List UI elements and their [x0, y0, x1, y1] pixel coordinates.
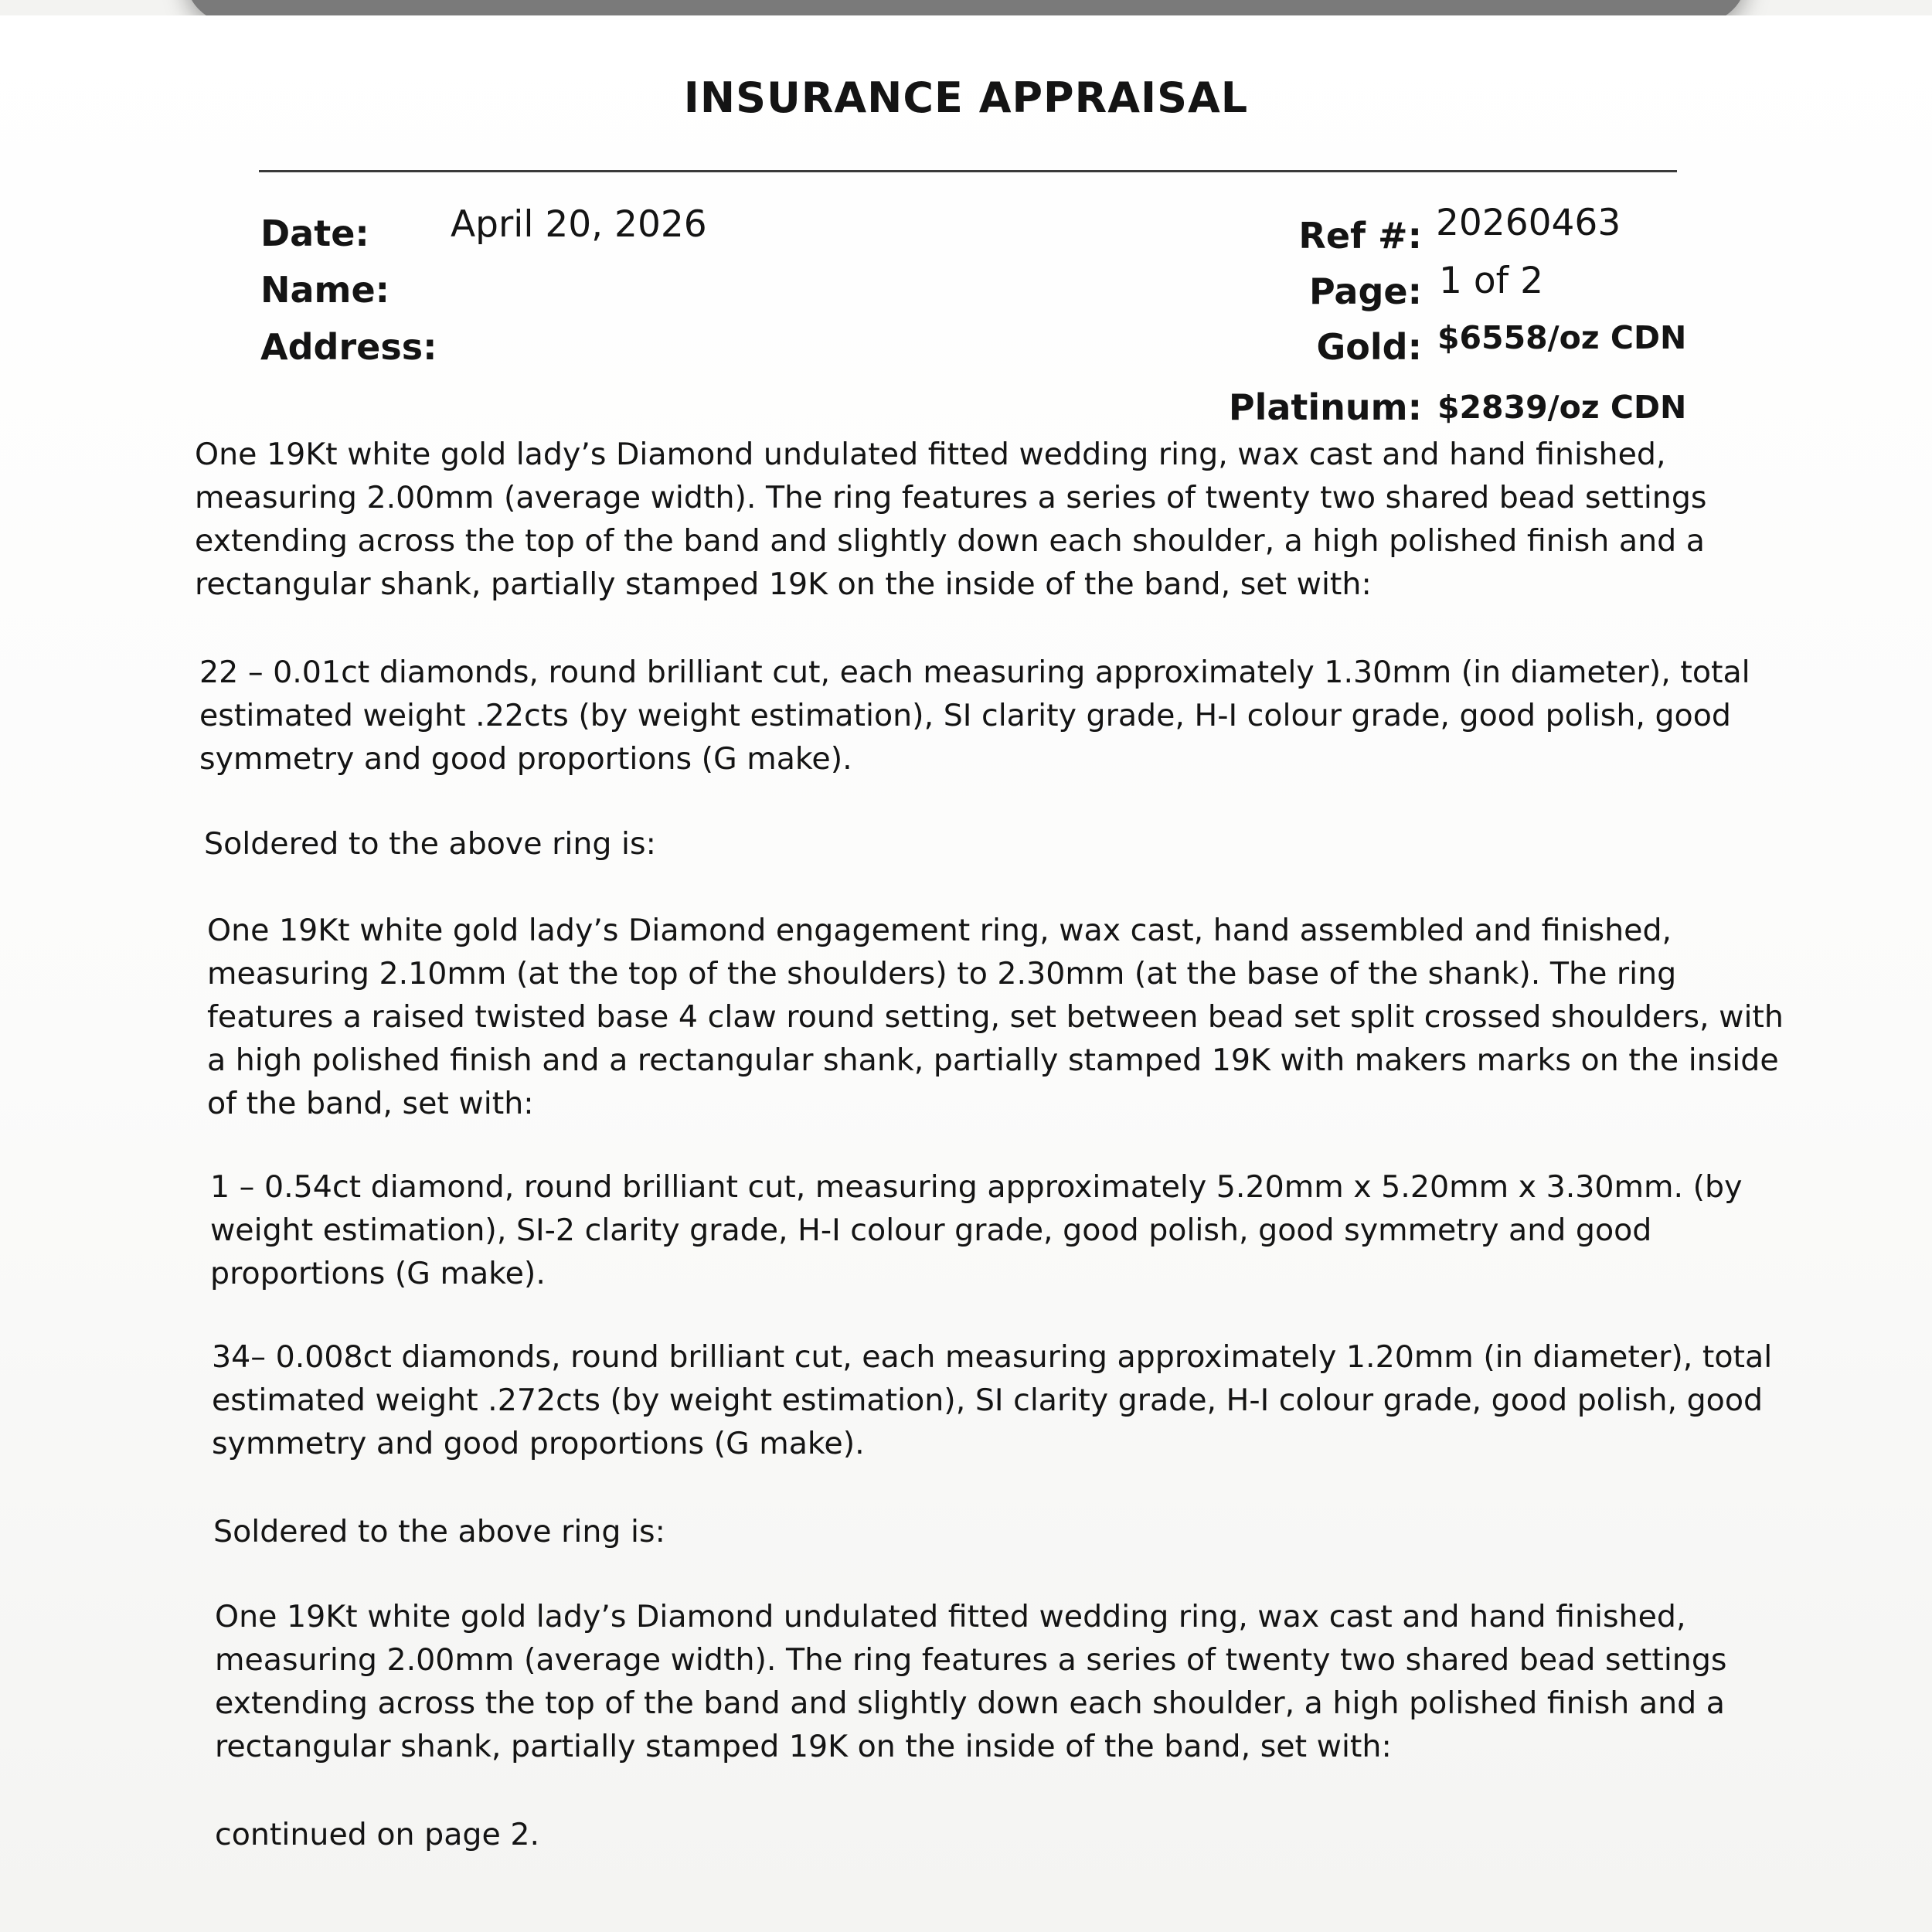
paragraph-line: proportions (G make). — [210, 1256, 546, 1291]
paragraph-line: Soldered to the above ring is: — [213, 1514, 665, 1549]
paragraph-line: estimated weight .22cts (by weight estimation), SI clarity grade, H-I colour grade, good polish, good — [199, 698, 1731, 733]
paragraph-line: continued on page 2. — [215, 1817, 540, 1852]
gold-price-value: $6558/oz CDN — [1437, 319, 1687, 356]
paragraph-line: 1 – 0.54ct diamond, round brilliant cut, measuring approximately 5.20mm x 5.20mm x 3.30mm. (by — [210, 1169, 1743, 1205]
paragraph-center-diamond — [210, 1165, 1818, 1295]
paragraph-line: One 19Kt white gold lady’s Diamond engagement ring, wax cast, hand assembled and finished, — [207, 913, 1672, 948]
paragraph-line: a high polished finish and a rectangular shank, partially stamped 19K with makers marks on the inside — [207, 1043, 1779, 1078]
paragraph-line: symmetry and good proportions (G make). — [199, 741, 852, 777]
paragraph-line: estimated weight .272cts (by weight estimation), SI clarity grade, H-I colour grade, good polish, good — [212, 1383, 1764, 1418]
paragraph-line: extending across the top of the band and slightly down each shoulder, a high polished finish and a — [215, 1685, 1725, 1721]
page-label: Page: — [1308, 270, 1422, 312]
ref-label: Ref #: — [1298, 215, 1422, 257]
platinum-label: Platinum: — [1228, 386, 1422, 428]
paragraph-continued — [215, 1813, 1822, 1856]
paragraph-line: One 19Kt white gold lady’s Diamond undulated fitted wedding ring, wax cast and hand finished, — [195, 437, 1666, 472]
gold-label: Gold: — [1316, 326, 1422, 368]
paragraph-line: rectangular shank, partially stamped 19K on the inside of the band, set with: — [215, 1729, 1392, 1764]
paragraph-line: measuring 2.00mm (average width). The ring features a series of twenty two shared bead settings — [215, 1642, 1727, 1678]
document-title: INSURANCE APPRAISAL — [683, 73, 1249, 122]
paragraph-line: rectangular shank, partially stamped 19K on the inside of the band, set with: — [195, 566, 1372, 602]
paragraph-small-diamonds-2 — [212, 1335, 1819, 1465]
paragraph-wedding-ring-1 — [195, 433, 1802, 606]
paragraph-line: extending across the top of the band and slightly down each shoulder, a high polished finish and a — [195, 523, 1705, 559]
paragraph-wedding-ring-2 — [215, 1595, 1822, 1768]
paragraph-line: measuring 2.10mm (at the top of the shoulders) to 2.30mm (at the base of the shank). The ring — [207, 956, 1677, 992]
paragraph-small-diamonds-1 — [199, 651, 1807, 781]
paragraph-line: Soldered to the above ring is: — [204, 826, 656, 862]
paragraph-soldered-2 — [213, 1510, 1821, 1553]
paragraph-line: One 19Kt white gold lady’s Diamond undulated fitted wedding ring, wax cast and hand finished, — [215, 1599, 1686, 1634]
page-value: 1 of 2 — [1439, 260, 1543, 302]
appraisal-page — [0, 15, 1932, 1932]
date-value: April 20, 2026 — [451, 203, 707, 246]
name-label: Name: — [260, 269, 390, 311]
ref-value: 20260463 — [1436, 202, 1621, 244]
header-divider — [259, 170, 1677, 172]
paragraph-line: of the band, set with: — [207, 1086, 534, 1121]
paragraph-line: weight estimation), SI-2 clarity grade, H-I colour grade, good polish, good symmetry and good — [210, 1213, 1652, 1248]
paragraph-line: 22 – 0.01ct diamonds, round brilliant cut, each measuring approximately 1.30mm (in diameter), total — [199, 655, 1750, 690]
paragraph-line: symmetry and good proportions (G make). — [212, 1426, 865, 1461]
paragraph-line: 34– 0.008ct diamonds, round brilliant cut, each measuring approximately 1.20mm (in diameter), total — [212, 1339, 1773, 1375]
paragraph-engagement-ring — [207, 909, 1815, 1125]
platinum-price-value: $2839/oz CDN — [1437, 389, 1687, 426]
date-label: Date: — [260, 213, 369, 254]
address-label: Address: — [260, 326, 437, 368]
paragraph-soldered-1 — [204, 822, 1811, 866]
paragraph-line: features a raised twisted base 4 claw round setting, set between bead set split crossed shoulders, with — [207, 999, 1784, 1035]
paragraph-line: measuring 2.00mm (average width). The ring features a series of twenty two shared bead settings — [195, 480, 1707, 515]
